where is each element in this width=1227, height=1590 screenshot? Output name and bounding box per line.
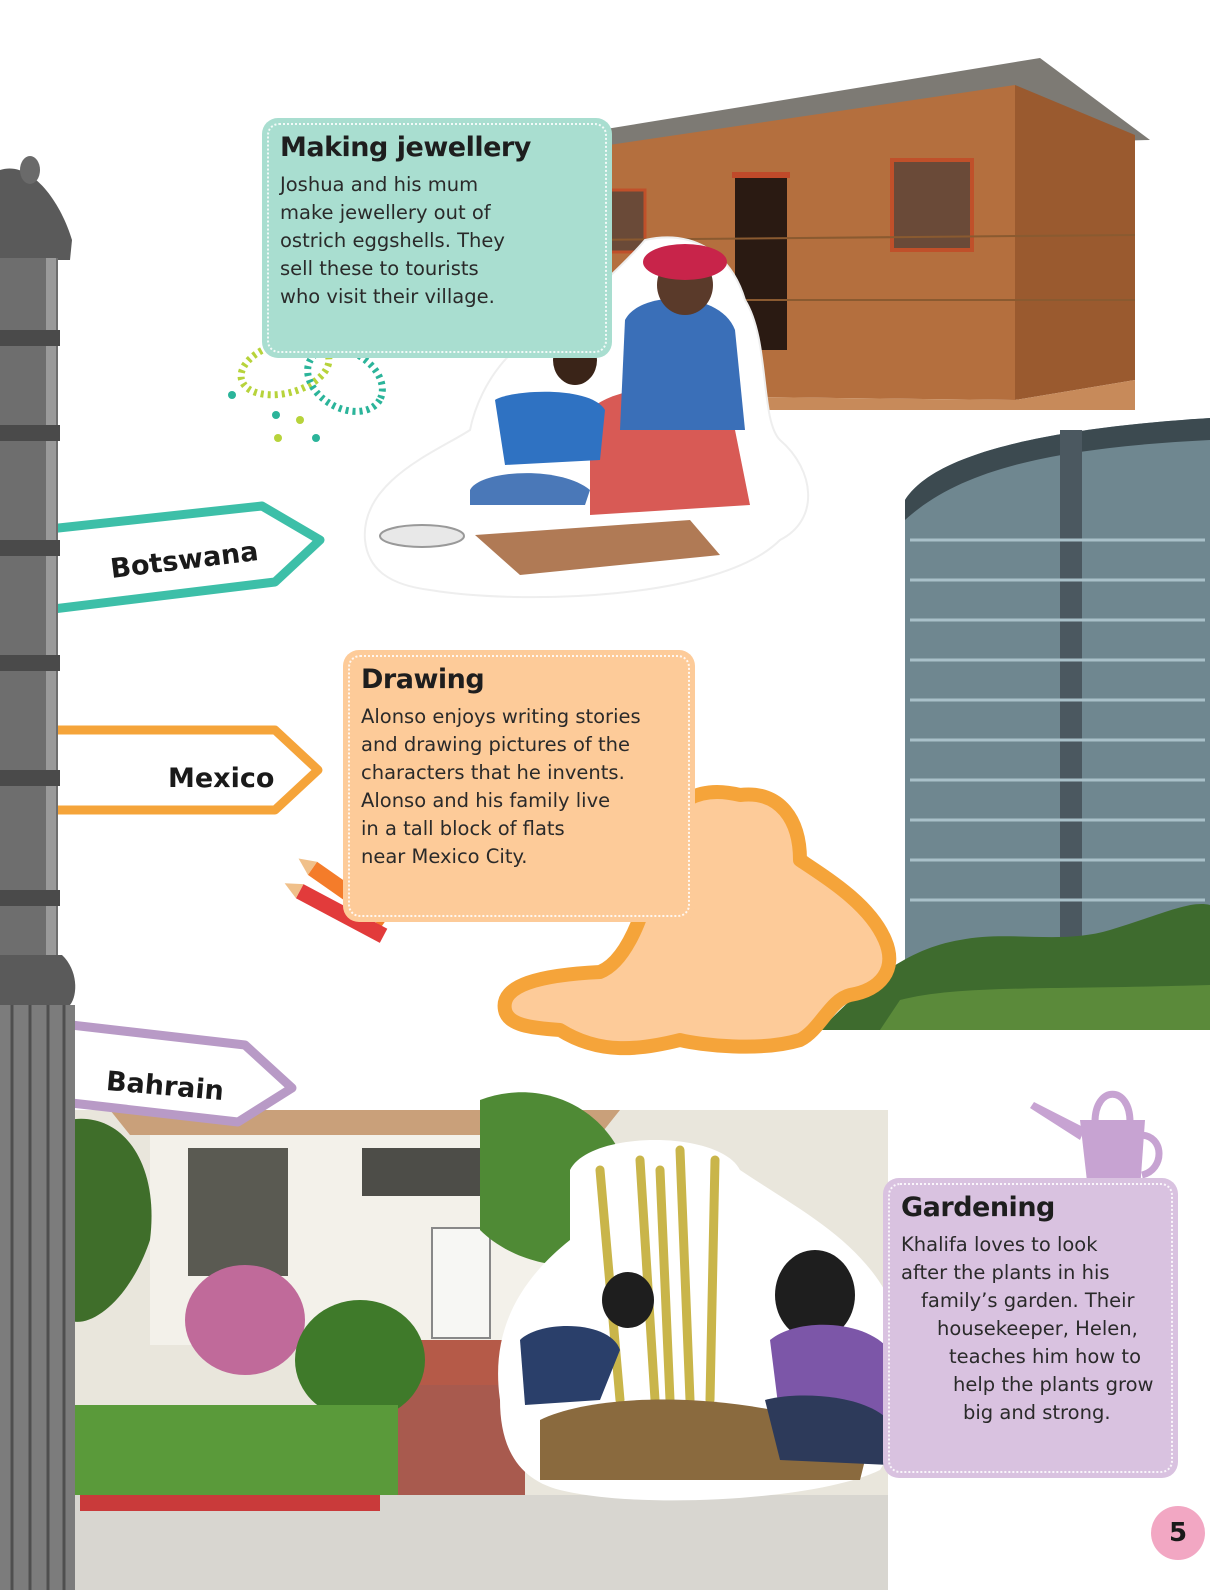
gardening-text bbox=[901, 1231, 1160, 1427]
text-line: in a tall block of flats bbox=[361, 817, 565, 840]
making-jewellery-title: Making jewellery bbox=[280, 132, 531, 163]
text-line: big and strong. bbox=[963, 1401, 1111, 1424]
text-line: Alonso enjoys writing stories bbox=[361, 705, 641, 728]
lamppost bbox=[0, 156, 75, 1590]
text-line: family’s garden. Their bbox=[921, 1289, 1135, 1312]
drawing-box bbox=[343, 650, 695, 922]
text-line: help the plants grow bbox=[953, 1373, 1154, 1396]
text-line: characters that he invents. bbox=[361, 761, 625, 784]
making-jewellery-box bbox=[262, 118, 612, 358]
text-line: Alonso and his family live bbox=[361, 789, 611, 812]
botswana-label: Botswana bbox=[108, 536, 261, 585]
text-line: sell these to tourists bbox=[280, 257, 479, 280]
text-line: teaches him how to bbox=[949, 1345, 1142, 1368]
bahrain-label: Bahrain bbox=[104, 1065, 226, 1108]
text-line: Khalifa loves to look bbox=[901, 1233, 1098, 1256]
text-line: Joshua and his mum bbox=[280, 173, 479, 196]
making-jewellery-text bbox=[280, 171, 594, 311]
watering-can-icon bbox=[1030, 1094, 1159, 1190]
drawing-title: Drawing bbox=[361, 664, 485, 695]
text-line: ostrich eggshells. They bbox=[280, 229, 505, 252]
drawing-text bbox=[361, 703, 677, 871]
page-number: 5 bbox=[1151, 1506, 1205, 1560]
gardening-box bbox=[883, 1178, 1178, 1478]
text-line: after the plants in his bbox=[901, 1261, 1110, 1284]
text-line: who visit their village. bbox=[280, 285, 495, 308]
text-line: and drawing pictures of the bbox=[361, 733, 630, 756]
mexico-label: Mexico bbox=[168, 763, 275, 794]
gardening-title: Gardening bbox=[901, 1192, 1055, 1223]
text-line: make jewellery out of bbox=[280, 201, 491, 224]
text-line: near Mexico City. bbox=[361, 845, 528, 868]
text-line: housekeeper, Helen, bbox=[937, 1317, 1138, 1340]
